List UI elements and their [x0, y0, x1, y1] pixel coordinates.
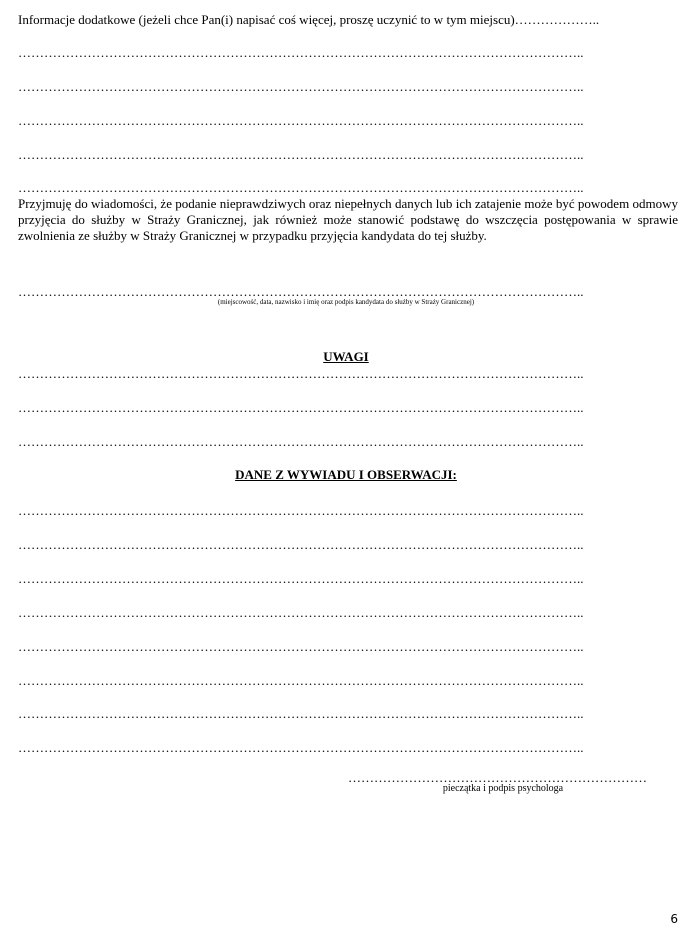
interview-line-6: …………………………………………………………………………………………………………………..: [18, 673, 584, 688]
interview-line-3: …………………………………………………………………………………………………………………..: [18, 571, 584, 586]
declaration-text: Przyjmuję do wiadomości, że podanie nieprawdziwych oraz niepełnych danych lub ich zatajenie może być powodem odmowy przyjęcia do służby w Straży Granicznej, jak również może stanowić podstawę do wszczęcia postępowania w sprawie zwolnienia ze służby w Straży Granicznej w przypadku przyjęcia kandydata do tej służby.: [18, 196, 678, 243]
additional-info-line-3: …………………………………………………………………………………………………………………..: [18, 113, 584, 128]
remarks-line-3: …………………………………………………………………………………………………………………..: [18, 434, 584, 449]
interview-line-8: …………………………………………………………………………………………………………………..: [18, 740, 584, 755]
candidate-signature-line: …………………………………………………………………………………………………………………..: [18, 284, 584, 299]
interview-line-2: …………………………………………………………………………………………………………………..: [18, 537, 584, 552]
candidate-signature-caption: (miejscowość, data, nazwisko i imię oraz podpis kandydata do służby w Straży Granicznej): [217, 298, 475, 306]
additional-info-line-1: …………………………………………………………………………………………………………………..: [18, 45, 584, 60]
additional-info-line-5: …………………………………………………………………………………………………………………..: [18, 180, 584, 195]
additional-info-intro: Informacje dodatkowe (jeżeli chce Pan(i) napisać coś więcej, proszę uczynić to w tym miejscu)………………..: [18, 12, 600, 27]
additional-info-line-2: …………………………………………………………………………………………………………………..: [18, 79, 584, 94]
page-number: 6: [670, 912, 678, 926]
remarks-heading: UWAGI: [323, 349, 369, 364]
interview-line-1: …………………………………………………………………………………………………………………..: [18, 503, 584, 518]
interview-heading: DANE Z WYWIADU I OBSERWACJI:: [235, 467, 457, 482]
interview-line-7: …………………………………………………………………………………………………………………..: [18, 706, 584, 721]
form-page: [18, 0, 678, 934]
additional-info-line-4: …………………………………………………………………………………………………………………..: [18, 147, 584, 162]
psychologist-signature-line: ……………………………………………………………: [348, 770, 647, 785]
remarks-line-1: …………………………………………………………………………………………………………………..: [18, 366, 584, 381]
interview-line-5: …………………………………………………………………………………………………………………..: [18, 639, 584, 654]
interview-line-4: …………………………………………………………………………………………………………………..: [18, 605, 584, 620]
psychologist-signature-caption: pieczątka i podpis psychologa: [442, 783, 564, 794]
remarks-line-2: …………………………………………………………………………………………………………………..: [18, 400, 584, 415]
